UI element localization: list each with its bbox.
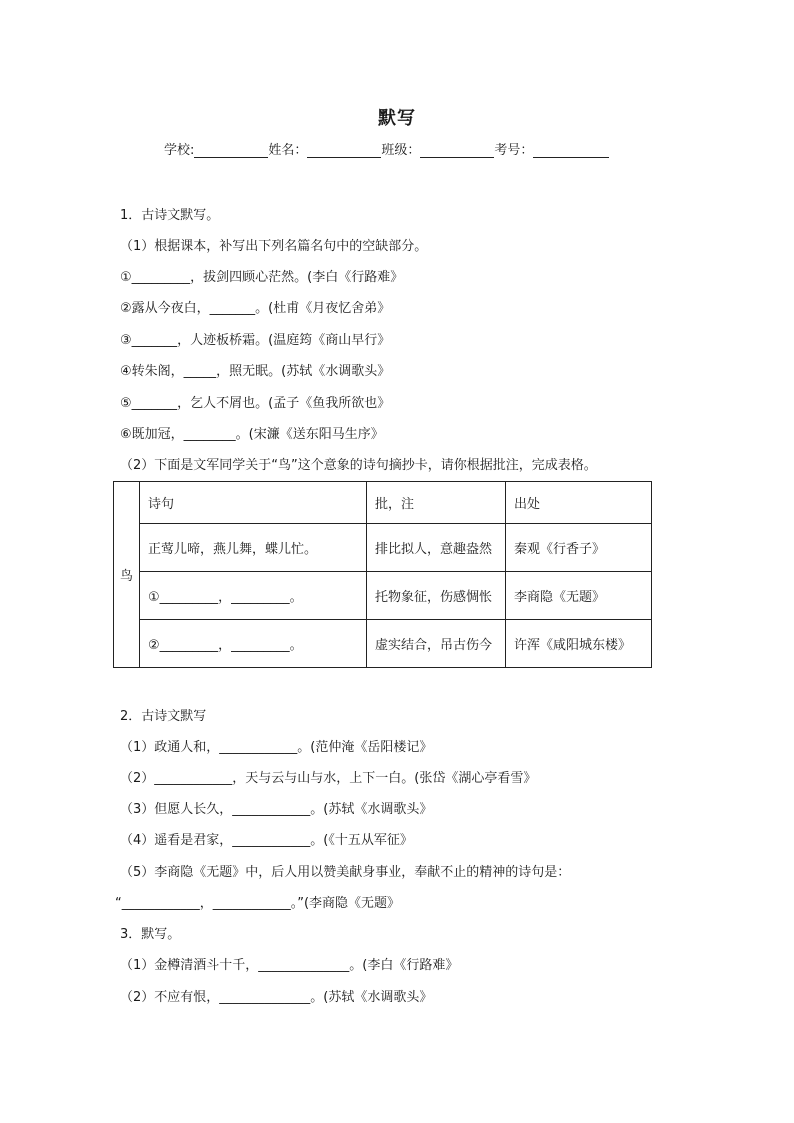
name-label: 姓名： — [268, 143, 308, 158]
exam-no-blank[interactable] — [533, 143, 609, 158]
exam-no-label: 考号： — [494, 143, 534, 158]
q3-line-2: （2）不应有恨，______________。(苏轼《水调歌头》 — [120, 990, 433, 1005]
q3-heading: 3．默写。 — [120, 927, 181, 942]
q2-heading: 2．古诗文默写 — [120, 709, 207, 724]
q1-line-5: ⑤_______，乞人不屑也。(孟子《鱼我所欲也》 — [120, 396, 391, 411]
class-blank[interactable] — [420, 143, 494, 158]
q2-line-2: （2）____________，天与云与山与水，上下一白。(张岱《湖心亭看雪》 — [120, 771, 537, 786]
table-cell: 正莺儿啼，燕儿舞，蝶儿忙。 — [140, 524, 367, 572]
q1-line-2: ②露从今夜白，_______。(杜甫《月夜忆舍弟》 — [120, 301, 391, 316]
q3-line-1: （1）金樽清酒斗十千，______________。(李白《行路难》 — [120, 958, 459, 973]
q1-part1-prompt: （1）根据课本，补写出下列名篇名句中的空缺部分。 — [120, 239, 428, 254]
q2-line-6: “____________，____________。”(李商隐《无题》 — [115, 896, 401, 911]
q1-part2-prompt: （2）下面是文军同学关于“鸟”这个意象的诗句摘抄卡，请你根据批注，完成表格。 — [120, 458, 597, 473]
name-blank[interactable] — [307, 143, 381, 158]
table-row — [114, 482, 652, 524]
q1-line-1: ①_________，拔剑四顾心茫然。(李白《行路难》 — [120, 270, 404, 285]
q1-heading: 1．古诗文默写。 — [120, 208, 220, 223]
q2-line-4: （4）遥看是君家，____________。(《十五从军征》 — [120, 833, 413, 848]
table-cell: 排比拟人，意趣盎然 — [367, 524, 506, 572]
table-row — [114, 572, 652, 620]
table-header-poem: 诗句 — [140, 482, 367, 524]
document-title: 默写 — [378, 108, 416, 129]
table-cell-answer[interactable]: ①_________，_________。 — [140, 572, 367, 620]
student-info-line — [164, 139, 609, 158]
table-header-source: 出处 — [506, 482, 652, 524]
table-cell-answer[interactable]: ②_________，_________。 — [140, 620, 367, 668]
q1-line-6: ⑥既加冠，________。(宋濂《送东阳马生序》 — [120, 427, 384, 442]
table-row — [114, 620, 652, 668]
table-cell: 秦观《行香子》 — [506, 524, 652, 572]
table-row — [114, 524, 652, 572]
table-header-note: 批，注 — [367, 482, 506, 524]
q2-line-1: （1）政通人和，____________。(范仲淹《岳阳楼记》 — [120, 740, 433, 755]
poem-card-table — [113, 481, 652, 668]
class-label: 班级： — [381, 143, 421, 158]
table-side-label: 鸟 — [114, 482, 140, 668]
q1-line-3: ③_______，人迹板桥霜。(温庭筠《商山早行》 — [120, 333, 391, 348]
table-cell: 李商隐《无题》 — [506, 572, 652, 620]
school-label: 学校: — [164, 143, 195, 158]
q2-line-5: （5）李商隐《无题》中，后人用以赞美献身事业，奉献不止的精神的诗句是： — [120, 865, 571, 880]
q1-line-4: ④转朱阁，_____，照无眠。(苏轼《水调歌头》 — [120, 364, 391, 379]
table-cell: 虚实结合，吊古伤今 — [367, 620, 506, 668]
q2-line-3: （3）但愿人长久，____________。(苏轼《水调歌头》 — [120, 802, 433, 817]
table-cell: 托物象征，伤感惆怅 — [367, 572, 506, 620]
school-blank[interactable] — [194, 143, 268, 158]
table-cell: 许浑《咸阳城东楼》 — [506, 620, 652, 668]
